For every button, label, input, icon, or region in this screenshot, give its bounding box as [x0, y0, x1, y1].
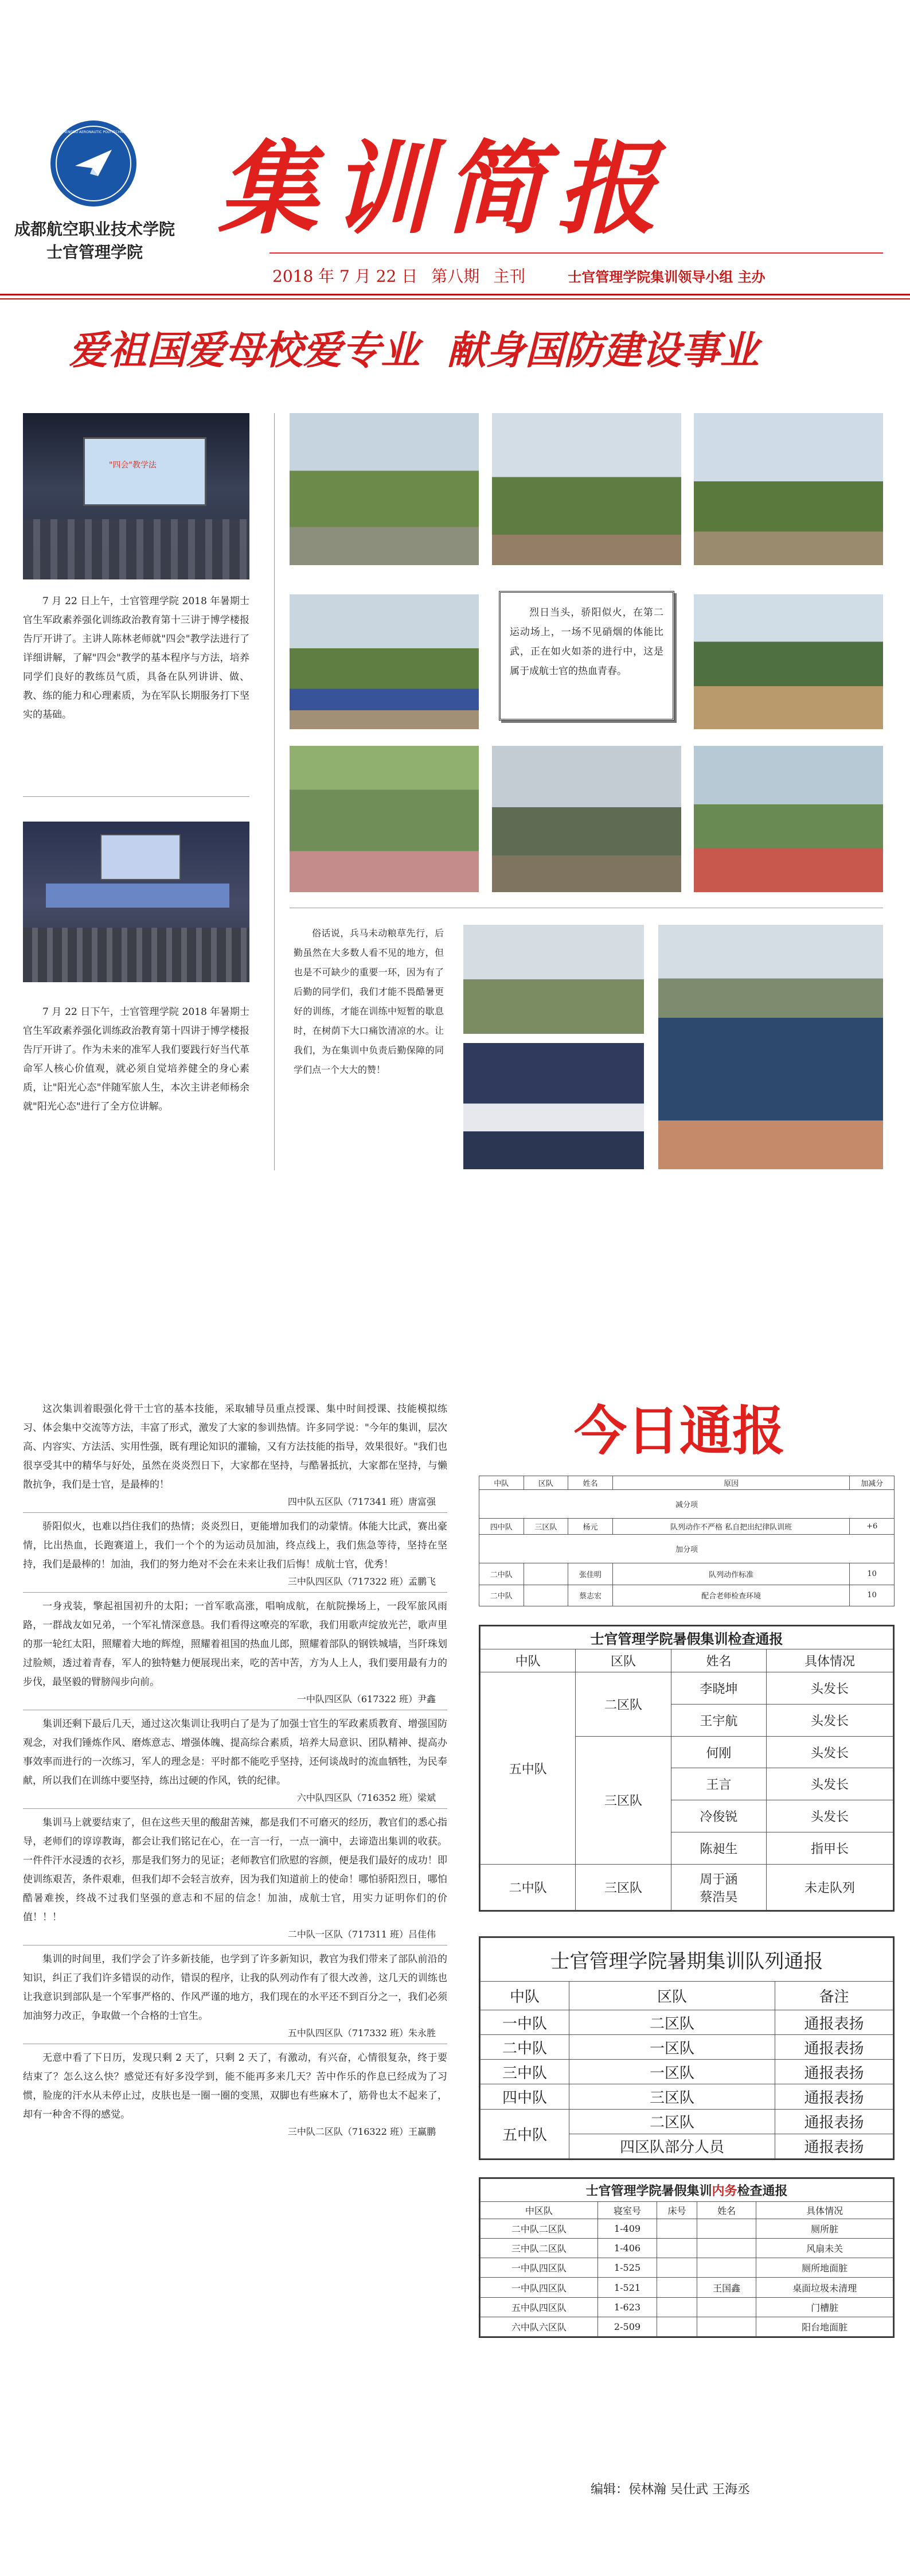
dept-name: 士官管理学院	[46, 243, 143, 262]
reflection-author: 五中队四区队（717332 班）朱永胜	[287, 2028, 436, 2038]
points-subtitle: 减分项	[479, 1490, 895, 1519]
header-rule-top	[0, 294, 910, 295]
reflection-3	[23, 1597, 447, 1710]
points-table: 中队 区队 姓名 原因 加减分 减分项 四中队 三区队 杨元 队列动作不严格 私自把出纪律队训班 +6 加分项 二中队 张佳明 队列动作标准 10 二中队 蔡志宏 配合老师检查环境 10	[479, 1476, 895, 1606]
school-logo	[50, 120, 136, 207]
reflection-author: 四中队五区队（717341 班）唐富强	[287, 1496, 436, 1507]
issue-line	[272, 264, 903, 287]
training-photo-5	[694, 594, 883, 729]
points-subtitle: 加分项	[479, 1535, 895, 1563]
reflection-2	[23, 1517, 447, 1592]
plane-logo-icon	[71, 141, 116, 186]
training-photo-3	[694, 413, 883, 565]
logistics-photo-1	[463, 925, 644, 1034]
reflection-7	[23, 2049, 447, 2142]
dorm-table: 士官管理学院暑假集训内务检查通报 中区队 寝室号 床号 姓名 具体情况 二中队二区队 1-409 厕所脏 三中队二区队 1-406 风扇未关 一中队四区队 1-525 厕所地面脏 一中队四区队 1-521 王国鑫 桌面垃圾未清理 五中队四区队 1-623 门槽脏 六中队六区队 2-509 阳台地面脏	[479, 2177, 895, 2338]
left-divider	[23, 796, 249, 797]
masthead-underline	[270, 252, 883, 254]
lecture-photo-2	[23, 822, 249, 982]
inspection-title: 士官管理学院暑假集训检查通报	[481, 1626, 893, 1649]
reflection-6	[23, 1950, 447, 2044]
reflection-text: 无意中看了下日历，发现只剩 2 天了，只剩 2 天了，有激动，有兴奋，心情很复杂，终于要结束了？怎么这么快？感觉还有好多没学到，能不能再多来几天？苦中作乐的作息已经成为了习惯，脸庞的汗水从未停止过，皮肤也是一圈一圈的变黑，双脚也有些麻木了，筋骨也太不起来了，却有一种舍不得的感觉。	[23, 2052, 447, 2120]
highlight-box-text: 烈日当头，骄阳似火，在第二运动场上，一场不见硝烟的体能比武，正在如火如荼的进行中，这是属于成航士官的热血青春。	[510, 607, 663, 677]
training-photo-4	[290, 594, 479, 729]
reflection-author: 六中队四区队（716352 班）梁斌	[296, 1792, 436, 1803]
highlight-box	[499, 591, 674, 721]
reflection-author: 三中队四区队（717322 班）孟鹏飞	[287, 1576, 436, 1587]
reflections-column	[23, 1400, 447, 2142]
issue-date: 2018 年 7 月 22 日	[272, 267, 418, 286]
issue-number: 第八期	[431, 267, 480, 286]
header-rule-bottom	[0, 298, 910, 299]
pushup-photo-3	[694, 746, 883, 892]
masthead-title: 集训简报	[218, 130, 670, 248]
school-name: 成都航空职业技术学院	[14, 220, 175, 239]
lecture-paragraph-1: 7 月 22 日上午，士官管理学院 2018 年暑期士官生军政素养强化训练政治教育第十三讲于博学楼报告厅开讲了。主讲人陈林老师就"四会"教学法进行了详细讲解，了解"四会"教学的基本程序与方法，培养同学们良好的教练员气质，具备在队列讲讲、做、教、练的能力和心理素质，为在军队长期服务打下坚实的基础。	[23, 596, 249, 721]
reflection-5	[23, 1814, 447, 1945]
formation-title: 士官管理学院暑期集训队列通报	[481, 1938, 893, 1982]
inspection-table: 士官管理学院暑假集训检查通报 中队 区队 姓名 具体情况 五中队 二区队 李晓坤 头发长 王宇航 头发长 三区队 何刚 头发长 王言 头发长 冷俊锐 头发长 陈昶生 指甲长 二中队 三区队 周于涵 蔡浩昊 未走队列	[479, 1625, 895, 1912]
reflection-text: 集训还剩下最后几天，通过这次集训让我明白了是为了加强士官生的军政素质教育、增强国防观念，对我们锤炼作风、磨炼意志、增强体魄、提高综合素质，培养大局意识、团队精神、提高办事效率而进行的一次练习，军人的理念是：平时都不能吃乎坚持，还何谈战时的流血牺牲，为民奉献，所以我们在训练中要坚持，练出过硬的作风，铁的纪律。	[23, 1718, 447, 1787]
editors-credit: 编辑：侯林瀚 吴仕武 王海丞	[591, 2482, 750, 2497]
reflection-text: 这次集训着眼强化骨干士官的基本技能，采取辅导员重点授课、集中时间授课、技能模拟练习、体会集中交流等方法，丰富了形式，激发了大家的参训热情。许多同学说："今年的集训，层次高、内容实、方法活、实用性强，既有理论知识的灌输，又有方法技能的指导，效果很好。"我们也很享受其中的精华与好处，虽然在炎炎烈日下，大家都在坚持，与酷暑抵抗，大家都在坚持，与懒散抗争，我们是士官，是最棒的！	[23, 1403, 447, 1491]
center-vertical-divider	[274, 413, 275, 1170]
reflection-text: 一身戎装，擎起祖国初升的太阳；一首军歌高涨，唱响成航，在航院操场上，一段军旅风雨路，一群战友如兄弟，一个军礼情深意恳。我们看得这嘹亮的军歌，我们用歌声绽放光芒，歌声里的那一轮红太阳，照耀着大地的辉煌，照耀着祖国的热血儿郎，照耀着部队的钢铁城墙，当阡珠划过脸颊，透过着青春，军人的独特魅力便展现出来，吃的苦中苦，方为人上人，我们要用最有力的步伐，最坚毅的臂膀闯步向前。	[23, 1601, 447, 1688]
training-photo-2	[492, 413, 681, 565]
logo-caption: CHENGDU AERONAUTIC POLYTECHNIC	[60, 130, 127, 134]
reflection-1	[23, 1400, 447, 1512]
reflection-text: 集训马上就要结束了，但在这些天里的酸甜苦辣，都是我们不可磨灭的经历，教官们的悉心指导，老师们的谆谆教诲，都会让我们铭记在心，在一言一行，一点一滴中，去谛造出集训的收获。一件件汗水浸透的衣衫，那是我们努力的见证；老师教官们欣慰的容颜，便是我们最好的成功！即使训练艰苦，条件艰难，但我们却不会轻言放弃，因为我们知道前上的使命！哪怕骄阳烈日，哪怕酷暑难挨，终战不过我们坚强的意志和不屈的信念！加油，成航士官，用实力证明你们的价值！！！	[23, 1817, 447, 1923]
slogan: 爱祖国爱母校爱专业 献身国防建设事业	[69, 328, 759, 373]
issue-edition: 主刊	[493, 267, 526, 286]
reflection-text: 集训的时间里，我们学会了许多新技能，也学到了许多新知识，教官为我们带来了部队前沿的知识，纠正了我们许多错误的动作，错误的程序，让我的队列动作有了很大改善，这几天的训练也让我意识到部队是一个军事严格的、作风严谨的地方，我们现在的水平还不到百分之一，我们必须加油努力改正，争取做一个合格的士官生。	[23, 1954, 447, 2022]
screen-caption-1: "四会"教学法	[109, 461, 157, 470]
reflection-author: 三中队二区队（716322 班）王赢鹏	[287, 2126, 436, 2137]
formation-table: 士官管理学院暑期集训队列通报 中队 区队 备注 一中队 二区队 通报表扬 二中队 一区队 通报表扬 三中队 一区队 通报表扬 四中队 三区队 通报表扬 五中队 二区队 通报表扬 四区队部分人员 通报表扬	[479, 1936, 895, 2160]
logistics-photo-2	[463, 1043, 644, 1169]
reflection-author: 二中队一区队（717311 班）吕佳伟	[287, 1929, 436, 1940]
pushup-photo-1	[290, 746, 479, 892]
issue-sponsor: 士官管理学院集训领导小组 主办	[568, 268, 766, 285]
reflection-4	[23, 1715, 447, 1808]
lecture-paragraph-2: 7 月 22 日下午，士官管理学院 2018 年暑期士官生军政素养强化训练政治教育第十四讲于博学楼报告厅开讲了。作为未来的准军人我们要践行好当代革命军人核心价值观，就必须自觉培养健全的身心素质，让"阳光心态"伴随军旅人生，本次主讲老师杨余就"阳光心态"进行了全方位讲解。	[23, 1006, 249, 1112]
logistics-paragraph: 俗话说，兵马未动粮草先行，后勤虽然在大多数人看不见的地方，但也是不可缺少的重要一环，因为有了后勤的同学们，我们才能不畏酷暑更好的训练，才能在训练中短暂的歇息时，在树荫下大口痛饮清凉的水。让我们，为在集训中负责后勤保障的同学们点一个大大的赞！	[294, 928, 444, 1075]
lecture-photo-1	[23, 413, 249, 579]
notice-title: 今日通报	[573, 1400, 785, 1462]
reflection-author: 一中队四区队（617322 班）尹鑫	[296, 1694, 436, 1705]
dorm-title: 士官管理学院暑假集训内务检查通报	[481, 2179, 893, 2202]
reflection-text: 骄阳似火，也难以挡住我们的热情；炎炎烈日，更能增加我们的动蒙情。体能大比武，赛出豪情，比出热血，长跑赛道上，我们一个个的为运动员加油，终点线上，我们焦急等待，坚持在坚持，我们是最棒的！加油，我们的努力绝对不会在未来让我们后悔！成航士官，优秀！	[23, 1521, 447, 1570]
logistics-photo-3	[658, 925, 883, 1169]
training-photo-1	[290, 413, 479, 565]
pushup-photo-2	[492, 746, 681, 892]
